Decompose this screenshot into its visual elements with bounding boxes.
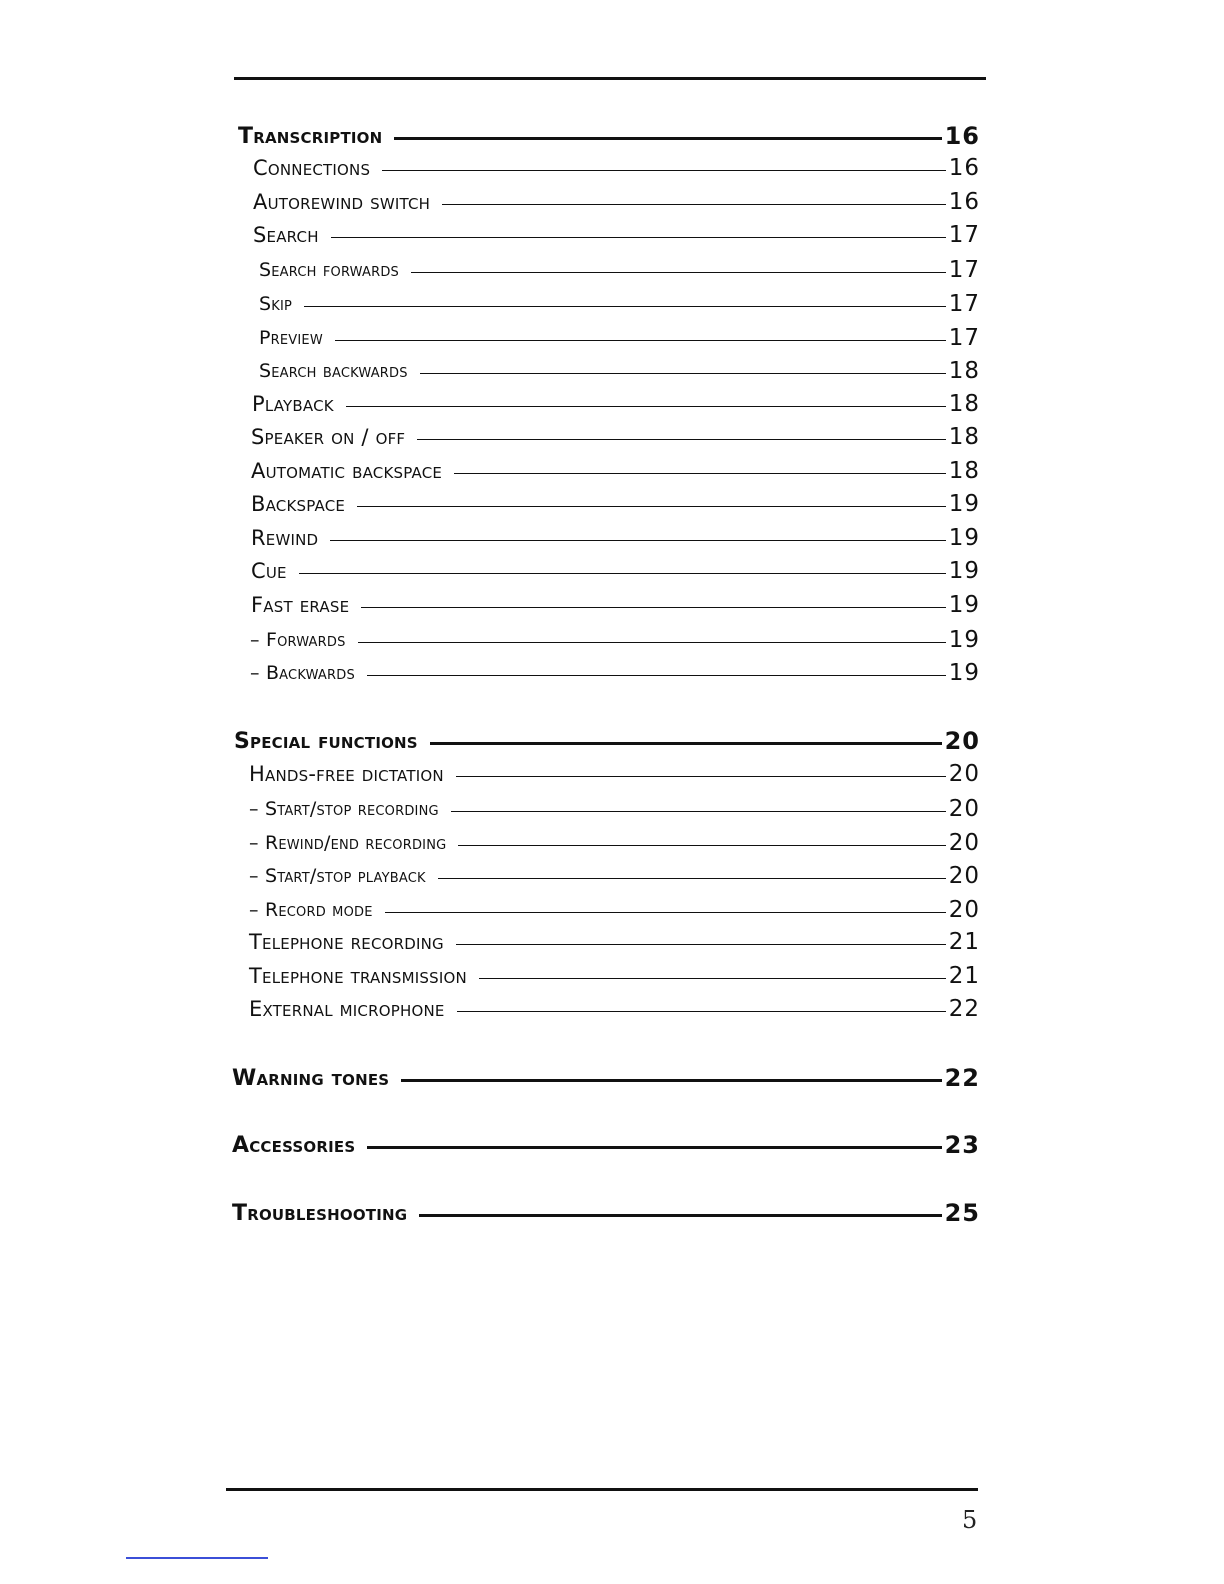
- toc-leader: [394, 137, 941, 140]
- toc-page: 17: [948, 325, 980, 351]
- toc-page: 18: [948, 391, 980, 417]
- toc-page: 20: [948, 761, 980, 787]
- toc-label: Autorewind switch: [253, 190, 431, 214]
- toc-leader: [479, 978, 946, 979]
- toc-label: Search: [253, 223, 319, 247]
- toc-page: 16: [944, 122, 980, 150]
- toc-label: Search forwards: [259, 259, 399, 281]
- toc-leader: [382, 170, 946, 171]
- toc-page: 25: [944, 1199, 980, 1227]
- toc-heading-accessories[interactable]: [232, 1131, 980, 1159]
- toc-item-external-microphone[interactable]: [249, 996, 980, 1022]
- toc-item-search-backwards[interactable]: [259, 358, 980, 384]
- toc-label: Fast erase: [251, 593, 350, 617]
- scan-underline-mark: [126, 1557, 268, 1559]
- toc-item-telephone-transmission[interactable]: [249, 963, 980, 989]
- toc-item-skip[interactable]: [259, 291, 980, 317]
- toc-label: Speaker on / off: [251, 425, 406, 449]
- toc-leader: [430, 742, 942, 745]
- toc-label: Transcription: [238, 123, 383, 149]
- toc-page: 17: [948, 222, 980, 248]
- toc-leader: [357, 506, 946, 507]
- toc-leader: [438, 878, 946, 879]
- toc-label: Accessories: [232, 1132, 356, 1158]
- toc-item-rewind-end-recording[interactable]: [249, 830, 980, 856]
- toc-leader: [401, 1079, 941, 1082]
- toc-leader: [330, 540, 945, 541]
- toc-item-automatic-backspace[interactable]: [251, 458, 980, 484]
- toc-page: 19: [948, 558, 980, 584]
- toc-leader: [442, 204, 946, 205]
- top-rule: [234, 77, 986, 80]
- toc-page: 21: [948, 963, 980, 989]
- toc-label: – Record mode: [249, 899, 373, 921]
- toc-label: Telephone recording: [249, 930, 444, 954]
- toc-item-rewind[interactable]: [251, 525, 980, 551]
- toc-item-forwards[interactable]: [250, 627, 980, 653]
- toc-item-cue[interactable]: [251, 558, 980, 584]
- toc-leader: [335, 340, 946, 341]
- toc-leader: [361, 607, 945, 608]
- toc-label: Connections: [253, 156, 371, 180]
- toc-item-telephone-recording[interactable]: [249, 929, 980, 955]
- toc-leader: [367, 675, 946, 676]
- toc-leader: [419, 1214, 941, 1217]
- toc-heading-transcription[interactable]: [238, 122, 980, 150]
- toc-item-playback[interactable]: [252, 391, 980, 417]
- toc-label: Cue: [251, 559, 287, 583]
- toc-label: – Forwards: [250, 629, 346, 651]
- toc-leader: [367, 1146, 941, 1149]
- toc-leader: [456, 944, 946, 945]
- toc-leader: [299, 573, 946, 574]
- toc-page: 20: [948, 863, 980, 889]
- toc-item-search-forwards[interactable]: [259, 257, 980, 283]
- toc-page: 16: [948, 155, 980, 181]
- bottom-rule: [226, 1488, 978, 1491]
- toc-label: – Start/stop recording: [249, 798, 439, 820]
- toc-leader: [331, 237, 946, 238]
- toc-item-backwards[interactable]: [250, 660, 980, 686]
- toc-page: 18: [948, 424, 980, 450]
- toc-label: Special functions: [234, 728, 418, 754]
- toc-item-autorewind-switch[interactable]: [253, 189, 980, 215]
- page-number: 5: [962, 1506, 978, 1534]
- toc-page: 23: [944, 1131, 980, 1159]
- toc-leader: [451, 811, 946, 812]
- toc-label: Preview: [259, 327, 323, 349]
- toc-leader: [457, 1011, 946, 1012]
- toc-page: 18: [948, 458, 980, 484]
- toc-label: Automatic backspace: [251, 459, 443, 483]
- toc-page: 20: [948, 830, 980, 856]
- toc-page: 19: [948, 525, 980, 551]
- toc-item-record-mode[interactable]: [249, 897, 980, 923]
- toc-item-speaker-on-off[interactable]: [251, 424, 980, 450]
- toc-page: 22: [944, 1064, 980, 1092]
- toc-leader: [420, 373, 946, 374]
- toc-label: Search backwards: [259, 360, 408, 382]
- toc-label: – Backwards: [250, 662, 355, 684]
- toc-page: 20: [948, 897, 980, 923]
- toc-heading-troubleshooting[interactable]: [232, 1199, 980, 1227]
- toc-item-hands-free-dictation[interactable]: [249, 761, 980, 787]
- toc-leader: [411, 272, 946, 273]
- toc-page: 19: [948, 660, 980, 686]
- toc-page: 20: [944, 727, 980, 755]
- toc-leader: [454, 473, 946, 474]
- toc-item-preview[interactable]: [259, 325, 980, 351]
- toc-leader: [456, 776, 946, 777]
- toc-label: Backspace: [251, 492, 346, 516]
- toc-item-start-stop-recording[interactable]: [249, 796, 980, 822]
- toc-item-search[interactable]: [253, 222, 980, 248]
- toc-leader: [417, 439, 945, 440]
- toc-label: Hands-free dictation: [249, 762, 444, 786]
- toc-page: 18: [948, 358, 980, 384]
- toc-label: Rewind: [251, 526, 319, 550]
- toc-item-connections[interactable]: [253, 155, 980, 181]
- toc-label: Warning tones: [232, 1065, 390, 1091]
- toc-item-backspace[interactable]: [251, 491, 980, 517]
- toc-leader: [458, 845, 945, 846]
- toc-leader: [346, 406, 946, 407]
- toc-page: 22: [948, 996, 980, 1022]
- toc-leader: [358, 642, 946, 643]
- toc-page: 19: [948, 592, 980, 618]
- toc-heading-warning-tones[interactable]: [232, 1064, 980, 1092]
- toc-label: External microphone: [249, 997, 445, 1021]
- toc-label: – Rewind/end recording: [249, 832, 447, 854]
- toc-item-start-stop-playback[interactable]: [249, 863, 980, 889]
- toc-page: 17: [948, 257, 980, 283]
- toc-label: Skip: [259, 293, 293, 315]
- toc-page: 16: [948, 189, 980, 215]
- toc-heading-special-functions[interactable]: [234, 727, 980, 755]
- toc-leader: [385, 912, 946, 913]
- toc-label: Troubleshooting: [232, 1200, 408, 1226]
- toc-label: Telephone transmission: [249, 964, 467, 988]
- toc-page: 20: [948, 796, 980, 822]
- toc-page: 19: [948, 627, 980, 653]
- toc-page: 19: [948, 491, 980, 517]
- toc-label: – Start/stop playback: [249, 865, 426, 887]
- toc-label: Playback: [252, 392, 334, 416]
- toc-item-fast-erase[interactable]: [251, 592, 980, 618]
- toc-page: 17: [948, 291, 980, 317]
- toc-page: 21: [948, 929, 980, 955]
- toc-leader: [304, 306, 946, 307]
